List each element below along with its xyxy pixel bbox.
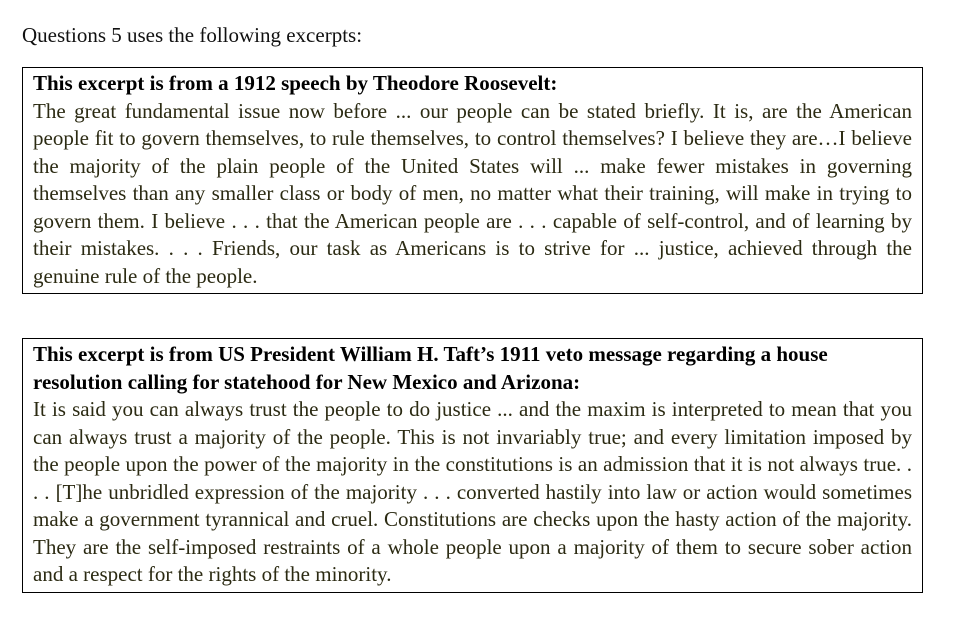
excerpt-body: It is said you can always trust the people to do justice ... and the maxim is interpreted to mean that you can always trust a majority of the people. This is not invariably true; and every limitation imposed by the people upon the power of the majority in the constitutions is an admission that it is not always true. . . . [T]he unbridled expression of the majority . . . converted hastily into law or action would sometimes make a government tyrannical and cruel. Constitutions are checks upon the hasty action of the majority. They are the self-imposed restraints of a whole people upon a majority of them to secure sober action and a respect for the rights of the minority.: [33, 397, 912, 586]
excerpt-heading: This excerpt is from a 1912 speech by Theodore Roosevelt:: [33, 71, 558, 95]
excerpt-body: The great fundamental issue now before ... our people can be stated briefly. It is, are the American people fit to govern themselves, to rule themselves, to control themselves? I believe they are…I believe the majority of the plain people of the United States will ... make fewer mistakes in governing themselves than any smaller class or body of men, no matter what their training, will make in trying to govern them. I believe . . . that the American people are . . . capable of self-control, and of learning by their mistakes. . . . Friends, our task as Americans is to strive for ... justice, achieved through the genuine rule of the people.: [33, 98, 912, 288]
excerpt-heading: This excerpt is from US President William H. Taft’s 1911 veto message regarding a house resolution calling for statehood for New Mexico and Arizona:: [33, 342, 828, 394]
roosevelt-excerpt-box: [22, 67, 923, 294]
taft-excerpt-box: [22, 338, 923, 593]
question-intro: Questions 5 uses the following excerpts:: [22, 23, 363, 47]
